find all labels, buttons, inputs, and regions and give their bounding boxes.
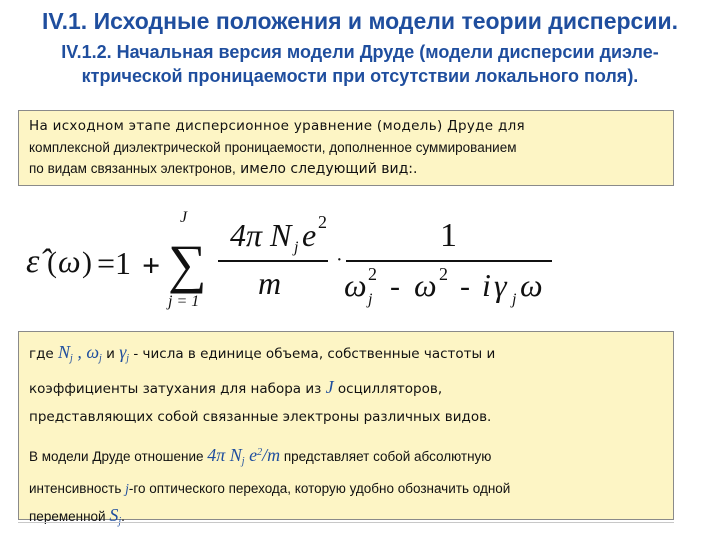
p2-text-b: представляет собой абсолютную [280, 449, 492, 464]
formula-lhs-close: ) [82, 246, 92, 279]
explanation-box [18, 331, 674, 527]
p2-4pi: 4π [207, 445, 226, 465]
intro-line-1: На исходном этапе дисперсионное уравнение (модель) Друде для [29, 118, 525, 134]
p2-e-exp: 2 [257, 447, 263, 458]
formula-sum-upper: J [180, 209, 188, 226]
formula-den1: m [258, 265, 282, 301]
symbol-N-sub: j [70, 353, 73, 364]
p2-e: e [244, 445, 258, 465]
formula-lhs-omega: ω [58, 243, 81, 279]
symbol-S: S [109, 505, 119, 525]
symbol-gamma-sub: j [126, 353, 130, 364]
formula-den2-gamma: γ [494, 267, 507, 303]
formula-num1-4pi: 4π [230, 217, 263, 253]
explanation-rest-1: - числа в единице объема, собственные частоты и [129, 346, 496, 362]
p2-text-a: В модели Друде отношение [29, 449, 208, 464]
p2-text-e: переменной [29, 509, 110, 524]
formula-den2-omega-end: ω [520, 267, 543, 303]
explanation-line-2b: осцилляторов, [333, 381, 443, 397]
formula-num2: 1 [440, 217, 457, 254]
intro-text-box [18, 110, 674, 186]
symbol-S-sub: j [118, 516, 122, 527]
p2-text-c: интенсивность [29, 481, 126, 496]
symbol-N: N [58, 342, 71, 362]
formula-den2-gj: j [512, 291, 517, 308]
symbol-gamma: γ [119, 342, 127, 362]
explanation-line-3: представляющих собой связанные электроны различных видов. [29, 409, 492, 425]
p2-N: N [225, 445, 242, 465]
formula-eps: ε̂ [26, 243, 40, 280]
symbol-omega-sub: j [99, 353, 102, 364]
slide-subtitle: IV.1.2. Начальная версия модели Друде (модели дисперсии диэле-ктрической проницаемости при отсутствии локального поля). [61, 42, 659, 86]
p2-end: . [121, 509, 125, 524]
formula-equals-one: =1 [97, 245, 132, 281]
intro-line-3b: имело следующий вид:. [235, 161, 418, 177]
formula-den2-omega: ω [414, 267, 437, 303]
formula-den2-exp1: 2 [368, 264, 377, 284]
p2-N-sub: j [241, 456, 245, 467]
p2-text-d: -го оптического перехода, которую удобно обозначить одной [128, 481, 511, 496]
formula-sum-lower: j = 1 [168, 293, 200, 310]
sigma-icon: ∑ [168, 234, 207, 294]
explanation-line-2a: коэффициенты затухания для набора из [29, 381, 326, 397]
explanation-paragraph-2 [29, 439, 663, 535]
formula-plus: + [142, 247, 161, 283]
formula-den2-exp2: 2 [439, 264, 448, 284]
intro-line-2: комплексной диэлектрической проницаемости, дополненное суммированием [29, 140, 517, 155]
formula-num1-e: e [302, 217, 317, 253]
fraction-bar-2 [346, 260, 552, 262]
formula-num1-j: j [294, 239, 299, 256]
intro-line-3a: по видам связанных электронов, [29, 161, 236, 176]
and-text: и [101, 346, 120, 362]
drude-dispersion-formula [0, 190, 720, 325]
formula-minus-1: - [390, 270, 400, 303]
symbol-J: J [325, 377, 334, 397]
explanation-paragraph-1 [29, 338, 663, 431]
p2-m: /m [262, 445, 281, 465]
formula-num1-exp: 2 [318, 212, 327, 232]
where-text: где [29, 346, 59, 362]
formula-den2-omega-j: ω [344, 267, 367, 303]
symbol-comma: , [72, 342, 87, 362]
formula-num1-N: N [270, 217, 292, 253]
slide-title: IV.1. Исходные положения и модели теории дисперсии. [41, 8, 678, 34]
intro-line-3 [29, 158, 663, 180]
formula-dot: · [336, 249, 343, 271]
formula-den2-i: i [482, 267, 491, 303]
symbol-omega: ω [86, 342, 100, 362]
fraction-bar-1 [218, 260, 328, 262]
bottom-divider [18, 522, 674, 523]
p2-j-ital: j [125, 481, 129, 496]
formula-den2-j: j [368, 291, 373, 308]
formula-minus-2: - [460, 270, 470, 303]
formula-lhs-open: ( [47, 246, 57, 279]
